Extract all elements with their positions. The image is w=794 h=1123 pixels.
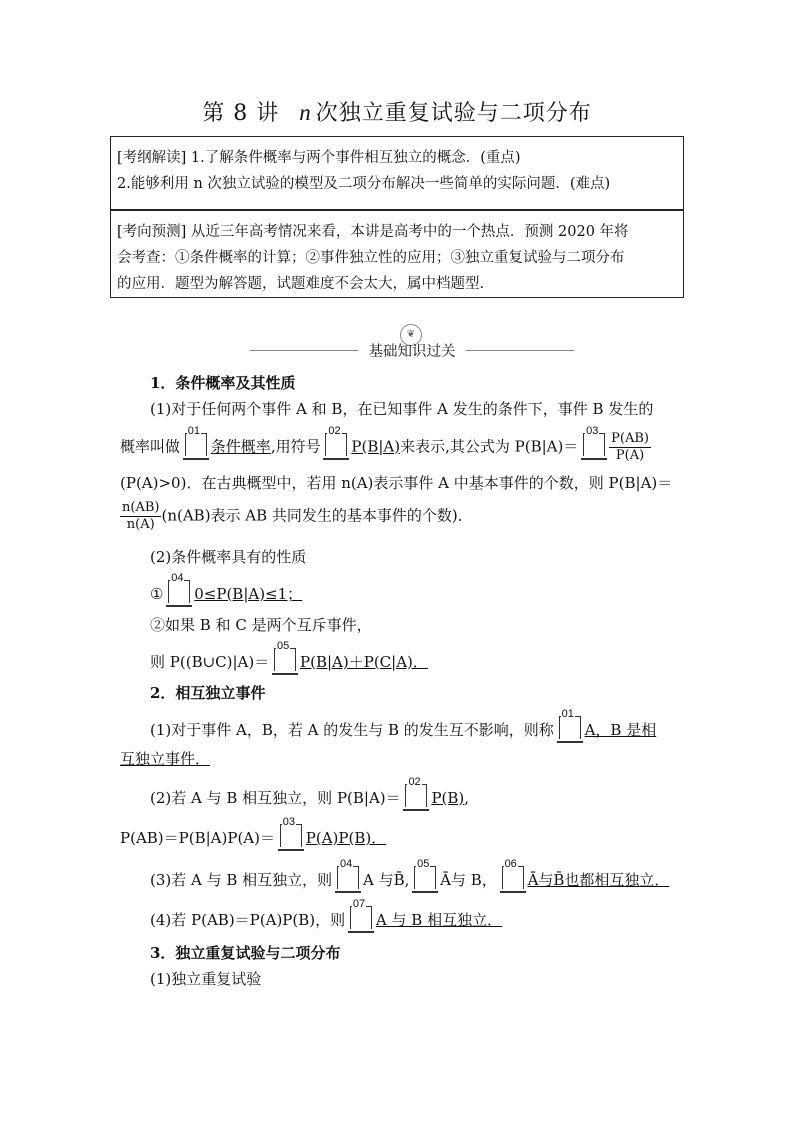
divider: [250, 350, 358, 351]
forecast-box: [110, 210, 684, 298]
answer-blank[interactable]: [559, 708, 581, 739]
formula-fraction: [609, 431, 651, 464]
blank-number: 03: [586, 424, 599, 437]
formula-fraction: [120, 500, 161, 533]
blank-number: 06: [504, 858, 517, 870]
s1-c1: [150, 572, 303, 604]
answer: P(B|A)＋P(C|A)．: [300, 653, 428, 671]
s1-p1a: (1)对于任何两个事件 A 和 B，在已知事件 A 发生的条件下，事件 B 发生的: [150, 400, 654, 418]
blank-number: 04: [339, 858, 353, 870]
blank-number: 02: [408, 776, 421, 788]
answer-blank[interactable]: [337, 858, 359, 889]
blank-number: 05: [417, 858, 430, 870]
syllabus-line2: 2.能够利用 n 次独立试验的模型及二项分布解决一些简单的实际问题．(难点): [117, 176, 611, 192]
syllabus-line1: 1.了解条件概率与两个事件相互独立的概念．(重点): [186, 150, 521, 166]
answer: P(B|A): [351, 437, 401, 456]
blank-number: 07: [352, 898, 366, 910]
s2-p1b: [120, 748, 210, 769]
answer-blank[interactable]: [350, 898, 372, 929]
syllabus-box: [110, 136, 684, 210]
answer-blank[interactable]: [405, 776, 427, 807]
text: ,用符号: [270, 437, 321, 456]
answer: 互独立事件．: [120, 750, 211, 768]
answer: A 与 B 相互独立．: [375, 911, 503, 929]
text: (2)若 A 与 B 相互独立，则 P(B|A)＝: [150, 789, 401, 807]
answer: P(B): [431, 789, 465, 807]
blank-number: 05: [277, 640, 290, 652]
s2-p3: [120, 816, 387, 848]
answer-blank[interactable]: [583, 424, 605, 456]
s2-p1: [150, 708, 657, 740]
forecast-line1: 从近三年高考情况来看，本讲是高考中的一个热点．预测 2020 年将: [186, 224, 629, 240]
blank-number: 04: [171, 572, 184, 584]
forecast-line3: 的应用．题型为解答题，试题难度不会太大，属中档题型.: [117, 276, 485, 292]
forecast-line2: 会考查：①条件概率的计算；②事件独立性的应用；③独立重复试验与二项分布: [117, 250, 625, 266]
s1-heading: 1．条件概率及其性质: [150, 374, 296, 392]
answer: P(A)P(B)．: [305, 829, 387, 847]
section-header: [250, 320, 574, 372]
answer: 0≤P(B|A)≤1；: [194, 585, 303, 603]
answer: A 与B̄,: [362, 871, 410, 889]
text: 则 P((B∪C)|A)＝: [150, 653, 270, 671]
text: P(AB)＝P(B|A)P(A)＝: [120, 829, 275, 847]
s1-c2: ②如果 B 和 C 是两个互斥事件，: [150, 616, 372, 634]
syllabus-tag: [考纲解读]: [117, 150, 187, 166]
s1-p1b: [120, 424, 651, 464]
s3-p1: (1)独立重复试验: [150, 970, 262, 988]
section-label: 基础知识过关: [368, 344, 456, 360]
blank-number: 01: [561, 708, 574, 720]
denominator: n(A): [126, 517, 155, 532]
answer-blank[interactable]: [274, 640, 296, 671]
s1-c3: [150, 640, 428, 672]
s1-p1c: (P(A)>0)．在古典概型中，若用 n(A)表示事件 A 中基本事件的个数，则 P(B|A)＝: [120, 474, 673, 492]
blank-number: 02: [328, 424, 341, 437]
divider: [466, 350, 574, 351]
title-prefix: 第 8 讲: [202, 101, 280, 126]
s1-p2: (2)条件概率具有的性质: [150, 548, 307, 566]
answer: Ā与B̄也都相互独立．: [527, 871, 670, 889]
s2-heading: 2．相互独立事件: [150, 684, 266, 702]
answer: Ā与 B，: [440, 871, 497, 889]
answer-blank[interactable]: [168, 572, 190, 603]
forecast-tag: [考向预测]: [117, 224, 187, 240]
s1-p1d: [120, 500, 473, 533]
text: (4)若 P(AB)＝P(A)P(B)，则: [150, 911, 346, 929]
s2-p4: [150, 858, 670, 890]
page-title: [0, 96, 794, 127]
blank-number: 03: [282, 816, 296, 828]
text: (1)对于事件 A，B，若 A 的发生与 B 的发生互不影响，则称: [150, 721, 554, 739]
numerator: n(AB): [122, 500, 160, 515]
answer-blank[interactable]: [325, 424, 347, 456]
blank-number: 01: [187, 424, 201, 437]
s2-p5: [150, 898, 503, 930]
text: 来表示,其公式为 P(B|A)＝: [400, 437, 579, 456]
answer-blank[interactable]: [280, 816, 302, 847]
answer: 条件概率: [210, 437, 271, 456]
numerator: P(AB): [611, 431, 649, 446]
answer-blank[interactable]: [502, 858, 524, 889]
title-n: n: [299, 100, 312, 125]
answer-blank[interactable]: [185, 424, 207, 456]
title-rest: 次独立重复试验与二项分布: [315, 101, 592, 126]
answer-blank[interactable]: [414, 858, 436, 889]
s3-heading: 3．独立重复试验与二项分布: [150, 944, 341, 962]
denominator: P(A): [615, 448, 645, 463]
text: ,: [464, 789, 470, 807]
s2-p2: [150, 776, 470, 808]
text: (3)若 A 与 B 相互独立，则: [150, 871, 333, 889]
text: (n(AB)表示 AB 共同发生的基本事件的个数)．: [161, 506, 473, 525]
answer: A，B 是相: [584, 721, 657, 739]
text: ①: [150, 585, 164, 603]
leaf-icon: ❦: [400, 324, 422, 346]
text: 概率叫做: [120, 437, 181, 456]
